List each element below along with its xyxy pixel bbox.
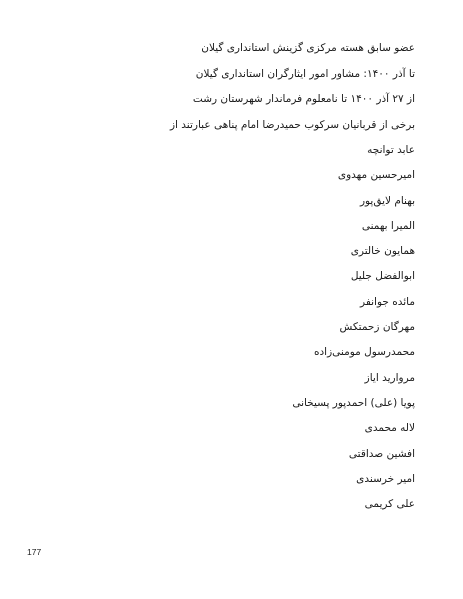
text-lines: [35, 41, 415, 522]
victim-name: همایون خالتری: [350, 245, 415, 258]
text-line: تا آذر ۱۴۰۰: مشاور امور ایثارگران استانداری گیلان: [195, 67, 415, 80]
victim-name: پویا (علی) احمدپور پسیخانی: [292, 396, 415, 409]
victim-name: المیرا بهمنی: [361, 219, 415, 232]
victim-name: امیر خرسندی: [356, 472, 415, 485]
victim-name: مهرگان زحمتکش: [339, 321, 415, 334]
victim-name: افشین صداقتی: [348, 447, 415, 460]
page-number: 177: [27, 547, 42, 557]
victim-name: امیرحسین مهدوی: [337, 169, 415, 182]
text-line: عضو سابق هسته مرکزی گزینش استانداری گیلان: [201, 42, 415, 54]
victim-name: عابد توانچه: [367, 144, 415, 156]
victim-name: محمدرسول مومنی‌زاده: [313, 346, 415, 359]
victim-name: مائده جوانفر: [360, 295, 415, 308]
victim-name: علی کریمی: [364, 498, 415, 511]
victim-name: مروارید ایاز: [364, 371, 415, 384]
victim-name: لاله محمدی: [364, 422, 415, 435]
text-line: برخی از قربانیان سرکوب حمیدرضا امام پناهی عبارتند از: [169, 118, 415, 131]
victim-name: ابوالفضل جلیل: [350, 270, 415, 283]
text-line: از ۲۷ آذر ۱۴۰۰ تا نامعلوم فرماندار شهرستان رشت: [192, 93, 415, 105]
victim-name: بهنام لایق‌پور: [359, 194, 415, 207]
